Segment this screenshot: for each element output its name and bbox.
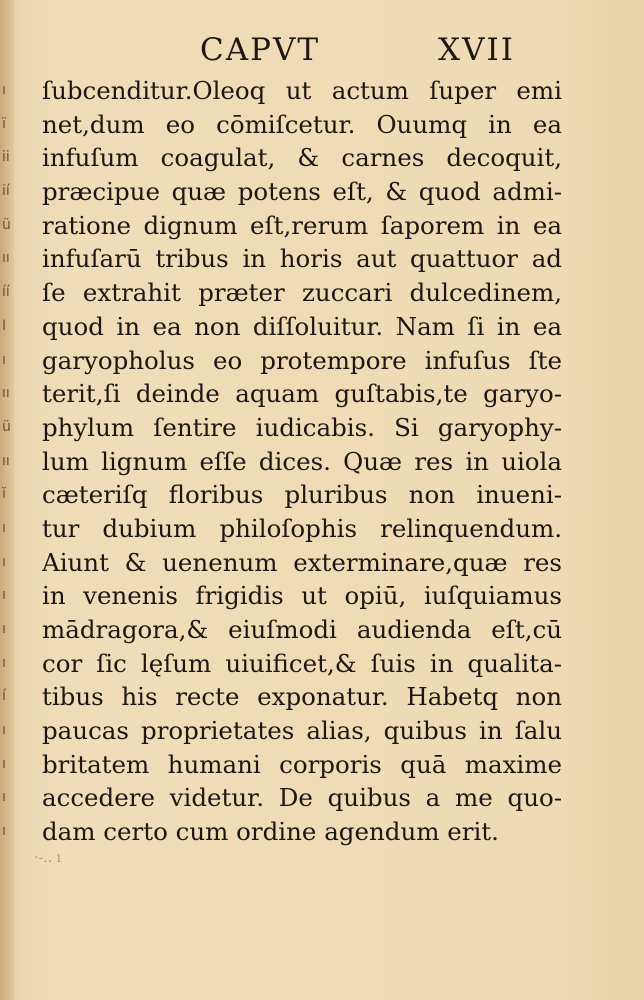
text-line: garyopholus eo protempore infuſus ſte bbox=[42, 345, 562, 375]
margin-mark: ı bbox=[2, 519, 6, 536]
footer-smudge: ·-.. ı bbox=[34, 850, 62, 866]
text-line: infuſum coagulat, & carnes decoquit, bbox=[42, 143, 562, 173]
text-line: cor ſic lęſum uiuificet,& ſuis in qualita- bbox=[42, 648, 562, 678]
text-line: ſubcenditur.Oleoq ut actum ſuper emi bbox=[42, 76, 562, 105]
page-body-text bbox=[42, 74, 562, 849]
page-header bbox=[0, 32, 644, 72]
text-line: phylum ſentire iudicabis. Si garyophy- bbox=[42, 412, 562, 442]
margin-mark: ıı bbox=[2, 385, 10, 402]
text-line: mādragora,& eiuſmodi audienda eſt,cū bbox=[42, 615, 562, 644]
text-line: lum lignum eſſe dices. Quæ res in uiola bbox=[42, 446, 562, 476]
margin-mark: ı bbox=[2, 789, 6, 806]
text-line: quod in ea non diſſoluitur. Nam ſi in ea bbox=[42, 311, 562, 341]
text-line: paucas proprietates alias, quibus in ſalu bbox=[42, 716, 562, 746]
text-line: accedere videtur. De quibus a me quo- bbox=[42, 783, 562, 813]
margin-mark: I bbox=[2, 317, 7, 334]
chapter-number: XVII bbox=[438, 32, 515, 68]
margin-mark: ı bbox=[2, 82, 6, 98]
margin-mark: í bbox=[2, 688, 6, 705]
margin-mark: ı̈ bbox=[2, 115, 6, 132]
margin-bleedthrough bbox=[2, 74, 14, 849]
text-line: in venenis frigidis ut opiū, iuſquiamus bbox=[42, 581, 562, 611]
text-line: tur dubium philoſophis relinquendum. bbox=[42, 513, 562, 543]
text-line: britatem humani corporis quā maxime bbox=[42, 749, 562, 779]
text-line: net,dum eo cōmiſcetur. Ouumq in ea bbox=[42, 109, 562, 139]
margin-mark: ı bbox=[2, 587, 6, 604]
margin-mark: ı bbox=[2, 722, 6, 739]
text-line: tibus his recte exponatur. Habetq non bbox=[42, 682, 562, 712]
margin-mark: íí bbox=[2, 284, 10, 301]
margin-mark: ı bbox=[2, 553, 6, 570]
running-title: CAPVT bbox=[200, 32, 321, 68]
margin-mark: ı bbox=[2, 351, 6, 368]
margin-mark: ü bbox=[2, 418, 11, 435]
margin-mark: ii bbox=[2, 149, 10, 166]
margin-mark: ıı bbox=[2, 452, 10, 469]
text-line: dam certo cum ordine agendum erit. bbox=[42, 817, 499, 847]
margin-mark: ı bbox=[2, 621, 6, 637]
text-line: ratione dignum eſt,rerum ſaporem in ea bbox=[42, 210, 562, 240]
text-line: præcipue quæ potens eſt, & quod admi- bbox=[42, 177, 562, 207]
margin-mark: ı bbox=[2, 654, 6, 671]
text-line: terit,ſi deinde aquam guſtabis,te garyo- bbox=[42, 379, 562, 409]
margin-mark: ĭ bbox=[2, 486, 6, 503]
text-line: infuſarū tribus in horis aut quattuor ad bbox=[42, 244, 562, 274]
margin-mark: ı bbox=[2, 823, 6, 840]
margin-mark: ií bbox=[2, 183, 10, 200]
margin-mark: ı bbox=[2, 755, 6, 772]
text-line: cæteriſq floribus pluribus non inueni- bbox=[42, 480, 562, 510]
text-line: Aiunt & uenenum exterminare,quæ res bbox=[42, 547, 562, 577]
margin-mark: ıı bbox=[2, 250, 10, 267]
margin-mark: ü bbox=[2, 216, 11, 233]
text-line: ſe extrahit præter zuccari dulcedinem, bbox=[42, 278, 562, 308]
